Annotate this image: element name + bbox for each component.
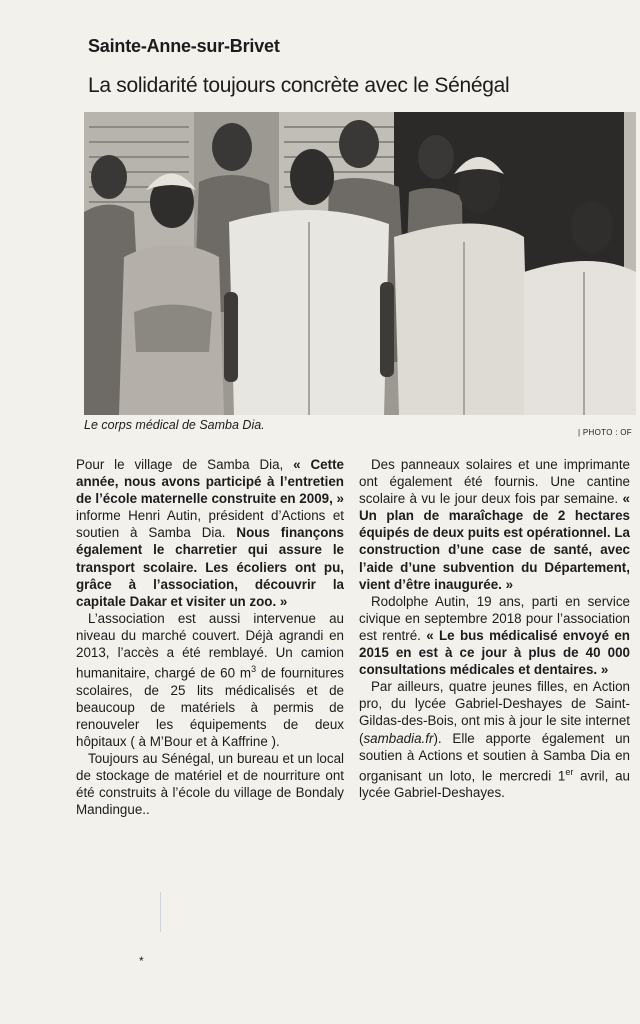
paragraph-text: Rodolphe Autin, 19 ans, parti en service civique en septembre 2018 pour l’association est rentré. <box>359 593 630 643</box>
paragraph-text: avril, au lycée Gabriel-Deshayes. <box>359 768 631 801</box>
paragraph <box>76 456 344 610</box>
paragraph-text: Pour le village de Samba Dia, <box>76 457 294 472</box>
paragraph-text: de fournitures scolaires, de 25 lits médicalisés et de beaucoup de matériels à permis de renouveler les équipements de deux hôpitaux ( à M’Bour et à Kaffrine ). <box>76 665 344 749</box>
paragraph <box>76 610 344 750</box>
paragraph-text: informe Henri Autin, président d’Actions et soutien à Samba Dia. <box>76 508 344 541</box>
group-photo-illustration <box>84 112 636 415</box>
quote-bold: Nous finançons également le charretier qui assure le transport scolaire. Les écoliers ont pu, grâce à l’association, découvrir la capitale Dakar et visiter un zoo. » <box>76 525 345 609</box>
paragraph <box>359 456 630 593</box>
article-column-left <box>76 456 344 818</box>
superscript: er <box>565 766 574 777</box>
paragraph <box>359 678 630 801</box>
article-location: Sainte-Anne-sur-Brivet <box>88 36 280 56</box>
photo-credit: | PHOTO : OF <box>578 428 632 437</box>
quote-bold: « Cette année, nous avons participé à l’entretien de l’école maternelle construite en 2009, » <box>76 457 344 507</box>
paragraph <box>359 593 630 678</box>
paragraph-text: Par ailleurs, quatre jeunes filles, en Action pro, du lycée Gabriel-Deshayes de Saint-Gildas-des-Bois, ont mis à jour le site internet ( <box>359 679 630 746</box>
quote-bold: « Le bus médicalisé envoyé en 2015 en est à ce jour à plus de 40 000 consultations médicales et dentaires. » <box>359 627 630 678</box>
superscript: 3 <box>251 664 257 675</box>
ink-mark <box>160 892 161 932</box>
paragraph-text: Des panneaux solaires et une imprimante ont également été fournis. Une cantine scolaire à vu le jour deux fois par semaine. <box>359 457 630 507</box>
article-column-right <box>359 456 630 801</box>
paragraph-text: ). Elle apporte également un soutien à Actions et soutien à Samba Dia en organisant un loto, le mercredi 1 <box>359 730 630 784</box>
footer-asterisk: * <box>139 954 144 968</box>
paragraph: Toujours au Sénégal, un bureau et un local de stockage de matériel et de nourriture ont été construits à l’école du village de Bondaly Mandingue.. <box>76 751 344 818</box>
paragraph-text: L’association est aussi intervenue au niveau du marché couvert. Déjà agrandi en 2013, l’accès a été remblayé. Un camion humanitaire, chargé de 60 m <box>76 610 344 681</box>
photo-caption: Le corps médical de Samba Dia. <box>84 418 265 432</box>
article-headline: La solidarité toujours concrète avec le Sénégal <box>88 74 510 97</box>
website-name: sambadia.fr <box>363 730 434 746</box>
quote-bold: « Un plan de maraîchage de 2 hectares équipés de deux puits est opérationnel. La construction d’une case de santé, avec l’aide d’une subvention du Département, vient d’être inaugurée. » <box>359 491 630 592</box>
article-photo <box>84 112 636 415</box>
